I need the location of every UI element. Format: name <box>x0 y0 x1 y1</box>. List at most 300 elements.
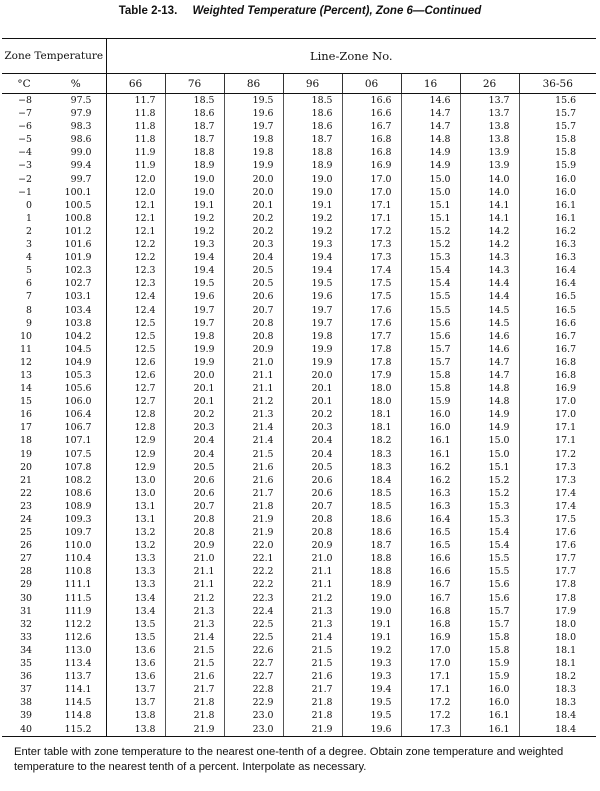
weighted-temp-cell: 14.8 <box>460 382 519 395</box>
weighted-temp-cell: 15.2 <box>460 474 519 487</box>
weighted-temp-cell: 14.4 <box>460 277 519 290</box>
weighted-temp-cell: 18.5 <box>165 94 224 108</box>
weighted-temp-cell: 13.7 <box>106 683 165 696</box>
zone-temp-celsius-cell: 30 <box>20 592 32 604</box>
weighted-temp-cell: 15.6 <box>401 317 460 330</box>
zone-temperature-header: Zone Temperature <box>2 39 106 74</box>
weighted-temp-cell: 19.4 <box>165 251 224 264</box>
weighted-temp-cell: 17.7 <box>555 553 577 565</box>
table-row <box>2 683 596 696</box>
table-row <box>2 146 596 159</box>
weighted-temp-cell: 20.4 <box>224 251 283 264</box>
weighted-temp-cell: 16.0 <box>555 173 577 185</box>
weighted-temp-cell: 13.3 <box>106 578 165 591</box>
weighted-temp-cell: 18.7 <box>283 133 342 146</box>
table-row <box>2 592 596 605</box>
weighted-temp-cell: 12.1 <box>106 225 165 238</box>
weighted-temp-cell: 21.6 <box>165 670 224 683</box>
weighted-temp-cell: 20.9 <box>165 539 224 552</box>
table-title: Weighted Temperature (Percent), Zone 6—Continued <box>192 5 482 17</box>
weighted-temp-cell: 16.8 <box>555 369 577 381</box>
table-row <box>2 343 596 356</box>
weighted-temp-cell: 19.8 <box>165 330 224 343</box>
zone-temp-percent-cell: 105.3 <box>46 369 106 382</box>
weighted-temp-cell: 14.5 <box>460 317 519 330</box>
weighted-temp-cell: 20.1 <box>165 382 224 395</box>
weighted-temp-cell: 14.8 <box>460 395 519 408</box>
weighted-temp-cell: 21.2 <box>283 592 342 605</box>
table-row <box>2 290 596 303</box>
percent-header: % <box>46 74 106 94</box>
weighted-temp-cell: 20.1 <box>283 382 342 395</box>
zone-temp-percent-cell: 97.5 <box>46 94 106 108</box>
zone-temp-celsius-cell: 40 <box>2 723 46 737</box>
table-row <box>2 565 596 578</box>
zone-column-header: 36-56 <box>519 74 596 94</box>
table-row <box>2 94 596 108</box>
weighted-temp-cell: 19.8 <box>224 146 283 159</box>
weighted-temp-cell: 12.9 <box>106 448 165 461</box>
zone-temp-percent-cell: 101.6 <box>46 238 106 251</box>
table-row <box>2 709 596 722</box>
weighted-temp-cell: 13.1 <box>106 500 165 513</box>
zone-temp-percent-cell: 101.9 <box>46 251 106 264</box>
table-row <box>2 395 596 408</box>
zone-temp-celsius-cell: 1 <box>26 212 32 224</box>
zone-temp-percent-cell: 106.4 <box>46 408 106 421</box>
weighted-temp-cell: 20.0 <box>224 173 283 186</box>
zone-column-header: 26 <box>460 74 519 94</box>
weighted-temp-cell: 21.8 <box>165 709 224 722</box>
weighted-temp-cell: 21.2 <box>224 395 283 408</box>
table-container <box>2 38 600 737</box>
weighted-temp-cell: 17.9 <box>342 369 401 382</box>
zone-temp-celsius-cell: 4 <box>26 252 32 264</box>
weighted-temp-cell: 15.3 <box>401 251 460 264</box>
weighted-temp-cell: 20.0 <box>165 369 224 382</box>
weighted-temp-cell: 15.6 <box>555 95 577 106</box>
zone-temp-celsius-cell: 8 <box>26 304 32 316</box>
weighted-temp-cell: 18.6 <box>342 526 401 539</box>
weighted-temp-cell: 17.1 <box>555 435 577 447</box>
weighted-temp-cell: 19.8 <box>283 330 342 343</box>
celsius-header: °C <box>2 74 46 94</box>
zone-temp-percent-cell: 103.1 <box>46 290 106 303</box>
zone-temp-percent-cell: 103.4 <box>46 304 106 317</box>
zone-temp-percent-cell: 110.4 <box>46 552 106 565</box>
zone-temp-celsius-cell: −5 <box>18 134 32 146</box>
weighted-temp-cell: 21.4 <box>165 631 224 644</box>
table-number: Table 2-13. <box>118 5 178 17</box>
weighted-temp-cell: 16.8 <box>342 133 401 146</box>
weighted-temp-cell: 19.3 <box>165 238 224 251</box>
line-zone-header: Line-Zone No. <box>106 39 596 74</box>
weighted-temp-cell: 18.6 <box>342 513 401 526</box>
weighted-temp-cell: 19.5 <box>224 94 283 108</box>
weighted-temp-cell: 19.0 <box>342 605 401 618</box>
weighted-temp-cell: 22.5 <box>224 618 283 631</box>
table-row <box>2 317 596 330</box>
zone-temp-celsius-cell: 12 <box>20 356 32 368</box>
weighted-temp-cell: 17.5 <box>342 290 401 303</box>
zone-temp-percent-cell: 99.0 <box>46 146 106 159</box>
weighted-temp-cell: 18.4 <box>342 474 401 487</box>
weighted-temp-cell: 14.6 <box>460 343 519 356</box>
weighted-temp-cell: 14.7 <box>401 107 460 120</box>
weighted-temp-cell: 14.9 <box>401 159 460 172</box>
zone-temp-celsius-cell: −8 <box>18 95 32 106</box>
weighted-temp-cell: 14.1 <box>460 199 519 212</box>
weighted-temp-cell: 18.1 <box>555 658 577 670</box>
weighted-temp-cell: 13.8 <box>106 709 165 722</box>
weighted-temp-cell: 15.4 <box>401 277 460 290</box>
weighted-temp-cell: 20.2 <box>224 225 283 238</box>
zone-temp-percent-cell: 110.0 <box>46 539 106 552</box>
weighted-temp-cell: 19.5 <box>165 277 224 290</box>
weighted-temp-cell: 22.7 <box>224 670 283 683</box>
weighted-temp-cell: 15.6 <box>401 330 460 343</box>
zone-temp-celsius-cell: 36 <box>20 671 32 683</box>
weighted-temp-cell: 22.6 <box>224 644 283 657</box>
weighted-temp-cell: 19.1 <box>165 199 224 212</box>
weighted-temp-cell: 16.7 <box>401 578 460 591</box>
table-row <box>2 513 596 526</box>
weighted-temp-cell: 20.8 <box>224 317 283 330</box>
weighted-temp-cell: 15.4 <box>460 539 519 552</box>
zone-temp-celsius-cell: 27 <box>20 553 32 565</box>
weighted-temp-cell: 17.7 <box>342 330 401 343</box>
zone-temp-celsius-cell: 14 <box>20 383 32 395</box>
table-row <box>2 448 596 461</box>
zone-temp-celsius-cell: −6 <box>18 121 32 133</box>
zone-temp-percent-cell: 97.9 <box>46 107 106 120</box>
weighted-temp-cell: 17.0 <box>342 186 401 199</box>
weighted-temp-cell: 12.7 <box>106 382 165 395</box>
weighted-temp-cell: 20.4 <box>165 434 224 447</box>
weighted-temp-cell: 18.9 <box>342 578 401 591</box>
weighted-temp-cell: 17.0 <box>555 396 577 408</box>
weighted-temp-cell: 18.5 <box>283 94 342 108</box>
zone-temp-celsius-cell: 22 <box>20 487 32 499</box>
weighted-temp-cell: 19.9 <box>283 356 342 369</box>
weighted-temp-cell: 20.4 <box>283 448 342 461</box>
zone-temp-percent-cell: 113.4 <box>46 657 106 670</box>
zone-temp-percent-cell: 100.8 <box>46 212 106 225</box>
weighted-temp-cell: 21.4 <box>224 421 283 434</box>
zone-temp-percent-cell: 102.3 <box>46 264 106 277</box>
weighted-temp-cell: 15.1 <box>401 199 460 212</box>
weighted-temp-cell: 19.0 <box>342 592 401 605</box>
weighted-temp-cell: 20.5 <box>165 461 224 474</box>
zone-temp-celsius-cell: 17 <box>20 422 32 434</box>
weighted-temp-cell: 21.3 <box>165 618 224 631</box>
weighted-temp-cell: 12.0 <box>106 186 165 199</box>
weighted-temp-cell: 19.7 <box>165 317 224 330</box>
weighted-temp-cell: 13.7 <box>460 107 519 120</box>
weighted-temp-cell: 22.2 <box>224 578 283 591</box>
weighted-temp-cell: 16.0 <box>460 696 519 709</box>
table-row <box>2 421 596 434</box>
weighted-temp-cell: 16.3 <box>555 252 577 264</box>
weighted-temp-cell: 20.1 <box>283 395 342 408</box>
weighted-temp-cell: 13.0 <box>106 487 165 500</box>
weighted-temp-cell: 19.5 <box>283 277 342 290</box>
weighted-temp-cell: 19.4 <box>283 251 342 264</box>
weighted-temp-cell: 15.9 <box>555 160 577 172</box>
weighted-temp-cell: 17.0 <box>401 657 460 670</box>
weighted-temp-cell: 21.6 <box>224 461 283 474</box>
weighted-temp-cell: 14.7 <box>460 356 519 369</box>
weighted-temp-cell: 19.9 <box>165 343 224 356</box>
weighted-temp-cell: 19.6 <box>224 107 283 120</box>
table-row <box>2 631 596 644</box>
weighted-temp-cell: 16.0 <box>401 421 460 434</box>
weighted-temp-cell: 20.6 <box>165 474 224 487</box>
weighted-temp-cell: 11.7 <box>106 94 165 108</box>
weighted-temp-cell: 12.2 <box>106 238 165 251</box>
weighted-temp-cell: 21.7 <box>224 487 283 500</box>
weighted-temp-cell: 15.7 <box>555 108 577 120</box>
weighted-temp-cell: 21.4 <box>283 631 342 644</box>
weighted-temp-cell: 14.3 <box>460 264 519 277</box>
table-row <box>2 199 596 212</box>
weighted-temp-cell: 18.6 <box>283 107 342 120</box>
weighted-temp-cell: 12.1 <box>106 199 165 212</box>
weighted-temp-cell: 15.7 <box>460 605 519 618</box>
weighted-temp-cell: 12.8 <box>106 408 165 421</box>
weighted-temp-cell: 22.9 <box>224 696 283 709</box>
zone-temp-percent-cell: 114.8 <box>46 709 106 722</box>
table-row <box>2 657 596 670</box>
weighted-temp-cell: 18.9 <box>283 159 342 172</box>
weighted-temp-cell: 17.8 <box>555 592 577 604</box>
table-row <box>2 382 596 395</box>
weighted-temp-cell: 20.2 <box>224 212 283 225</box>
weighted-temp-cell: 21.0 <box>224 356 283 369</box>
weighted-temp-cell: 18.8 <box>342 552 401 565</box>
weighted-temp-cell: 14.6 <box>460 330 519 343</box>
weighted-temp-cell: 15.9 <box>460 657 519 670</box>
weighted-temp-cell: 21.8 <box>224 500 283 513</box>
table-row <box>2 330 596 343</box>
weighted-temp-cell: 18.1 <box>342 408 401 421</box>
weighted-temp-cell: 20.8 <box>283 526 342 539</box>
weighted-temp-cell: 15.0 <box>401 186 460 199</box>
zone-temp-celsius-cell: −4 <box>18 147 32 159</box>
weighted-temp-cell: 16.4 <box>555 265 577 277</box>
table-row <box>2 644 596 657</box>
zone-temp-percent-cell: 111.9 <box>46 605 106 618</box>
weighted-temp-cell: 21.1 <box>165 578 224 591</box>
weighted-temp-cell: 20.7 <box>283 500 342 513</box>
weighted-temp-cell: 21.7 <box>283 683 342 696</box>
weighted-temp-cell: 17.8 <box>342 343 401 356</box>
table-row <box>2 500 596 513</box>
weighted-temp-cell: 22.5 <box>224 631 283 644</box>
weighted-temp-cell: 15.8 <box>555 147 577 159</box>
zone-column-header: 06 <box>342 74 401 94</box>
zone-temp-percent-cell: 110.8 <box>46 565 106 578</box>
weighted-temp-cell: 13.1 <box>106 513 165 526</box>
weighted-temp-cell: 20.8 <box>224 330 283 343</box>
weighted-temp-cell: 17.1 <box>342 212 401 225</box>
weighted-temp-cell: 19.7 <box>165 304 224 317</box>
weighted-temp-cell: 15.4 <box>401 264 460 277</box>
weighted-temp-cell: 18.8 <box>283 146 342 159</box>
weighted-temp-cell: 16.7 <box>401 592 460 605</box>
weighted-temp-cell: 15.6 <box>460 578 519 591</box>
weighted-temp-cell: 14.5 <box>460 304 519 317</box>
weighted-temp-cell: 13.9 <box>460 146 519 159</box>
weighted-temp-cell: 16.0 <box>401 408 460 421</box>
table-row <box>2 120 596 133</box>
weighted-temp-cell: 13.7 <box>460 94 519 108</box>
weighted-temp-cell: 15.7 <box>401 343 460 356</box>
weighted-temp-cell: 18.1 <box>555 644 577 656</box>
weighted-temp-cell: 19.7 <box>283 317 342 330</box>
weighted-temp-cell: 13.6 <box>106 644 165 657</box>
weighted-temp-cell: 15.0 <box>460 434 519 447</box>
zone-temp-percent-cell: 109.7 <box>46 526 106 539</box>
weighted-temp-cell: 20.6 <box>283 487 342 500</box>
weighted-temp-cell: 16.7 <box>555 330 577 342</box>
zone-temp-celsius-cell: 38 <box>20 697 32 709</box>
weighted-temp-cell: 17.5 <box>555 514 577 525</box>
zone-temp-percent-cell: 101.2 <box>46 225 106 238</box>
weighted-temp-cell: 14.2 <box>460 225 519 238</box>
weighted-temp-cell: 18.9 <box>165 159 224 172</box>
weighted-temp-cell: 20.2 <box>165 408 224 421</box>
weighted-temp-cell: 13.7 <box>106 696 165 709</box>
weighted-temp-cell: 14.7 <box>401 120 460 133</box>
weighted-temp-cell: 20.9 <box>224 343 283 356</box>
weighted-temp-cell: 22.0 <box>224 539 283 552</box>
weighted-temp-cell: 21.6 <box>224 474 283 487</box>
weighted-temp-cell: 12.8 <box>106 421 165 434</box>
weighted-temp-cell: 14.6 <box>401 94 460 108</box>
weighted-temp-cell: 12.6 <box>106 369 165 382</box>
weighted-temp-cell: 17.6 <box>555 527 577 539</box>
weighted-temp-cell: 16.3 <box>401 500 460 513</box>
weighted-temp-cell: 19.1 <box>342 618 401 631</box>
weighted-temp-cell: 20.4 <box>283 434 342 447</box>
weighted-temp-cell: 20.5 <box>224 277 283 290</box>
weighted-temp-cell: 18.8 <box>342 565 401 578</box>
weighted-temp-cell: 19.0 <box>165 173 224 186</box>
weighted-temp-cell: 16.9 <box>555 383 577 395</box>
weighted-temp-cell: 14.9 <box>460 421 519 434</box>
weighted-temp-cell: 15.7 <box>555 121 577 133</box>
weighted-temp-cell: 21.3 <box>283 618 342 631</box>
weighted-temp-cell: 16.6 <box>342 94 401 108</box>
weighted-temp-cell: 12.5 <box>106 343 165 356</box>
weighted-temp-cell: 18.6 <box>283 120 342 133</box>
weighted-temp-cell: 17.6 <box>342 304 401 317</box>
weighted-temp-cell: 20.5 <box>224 264 283 277</box>
weighted-temp-cell: 20.3 <box>224 238 283 251</box>
weighted-temp-cell: 19.9 <box>224 159 283 172</box>
weighted-temp-cell: 20.4 <box>165 448 224 461</box>
weighted-temp-cell: 20.3 <box>283 421 342 434</box>
weighted-temp-cell: 11.8 <box>106 133 165 146</box>
weighted-temp-cell: 21.4 <box>224 434 283 447</box>
weighted-temp-cell: 17.0 <box>401 644 460 657</box>
table-row <box>2 159 596 172</box>
zone-temp-celsius-cell: 23 <box>20 500 32 512</box>
table-row <box>2 133 596 146</box>
weighted-temp-cell: 13.8 <box>460 120 519 133</box>
weighted-temp-cell: 16.1 <box>401 434 460 447</box>
weighted-temp-cell: 16.5 <box>555 291 577 303</box>
table-row <box>2 225 596 238</box>
weighted-temp-cell: 21.1 <box>224 382 283 395</box>
weighted-temp-cell: 18.3 <box>342 448 401 461</box>
weighted-temp-cell: 12.3 <box>106 264 165 277</box>
zone-temp-celsius-cell: 21 <box>20 474 32 486</box>
weighted-temp-cell: 16.6 <box>401 565 460 578</box>
zone-temp-percent-cell: 98.3 <box>46 120 106 133</box>
zone-temp-percent-cell: 104.2 <box>46 330 106 343</box>
weighted-temp-cell: 17.6 <box>342 317 401 330</box>
weighted-temp-cell: 19.7 <box>224 120 283 133</box>
weighted-temp-cell: 16.0 <box>460 683 519 696</box>
zone-column-header: 66 <box>106 74 165 94</box>
weighted-temp-cell: 19.4 <box>342 683 401 696</box>
zone-column-header: 86 <box>224 74 283 94</box>
weighted-temp-cell: 17.8 <box>555 579 577 591</box>
weighted-temp-cell: 17.3 <box>555 474 577 486</box>
weighted-temp-cell: 15.9 <box>460 670 519 683</box>
weighted-temp-cell: 19.4 <box>165 264 224 277</box>
zone-temp-percent-cell: 100.5 <box>46 199 106 212</box>
weighted-temp-cell: 13.4 <box>106 605 165 618</box>
weighted-temp-cell: 20.1 <box>224 199 283 212</box>
table-row <box>2 264 596 277</box>
weighted-temp-cell: 19.3 <box>342 657 401 670</box>
weighted-temp-cell: 12.5 <box>106 330 165 343</box>
weighted-temp-cell: 16.6 <box>401 552 460 565</box>
weighted-temp-cell: 16.7 <box>555 343 577 355</box>
weighted-temp-cell: 21.5 <box>283 657 342 670</box>
weighted-temp-cell: 18.2 <box>342 434 401 447</box>
zone-temp-celsius-cell: 0 <box>26 199 32 211</box>
weighted-temp-cell: 19.8 <box>224 133 283 146</box>
weighted-temp-cell: 13.6 <box>106 670 165 683</box>
table-row <box>2 605 596 618</box>
zone-temp-percent-cell: 99.7 <box>46 173 106 186</box>
zone-temp-celsius-cell: 39 <box>20 710 32 722</box>
weighted-temp-cell: 15.8 <box>401 382 460 395</box>
weighted-temp-cell: 16.2 <box>401 474 460 487</box>
zone-column-header: 76 <box>165 74 224 94</box>
zone-temp-celsius-cell: 13 <box>20 369 32 381</box>
weighted-temp-cell: 19.1 <box>342 631 401 644</box>
weighted-temp-cell: 12.4 <box>106 304 165 317</box>
weighted-temp-cell: 15.8 <box>555 134 577 146</box>
weighted-temp-cell: 19.2 <box>342 644 401 657</box>
table-row <box>2 487 596 500</box>
weighted-temp-cell: 20.3 <box>165 421 224 434</box>
zone-temp-celsius-cell: 19 <box>20 448 32 460</box>
table-row <box>2 238 596 251</box>
zone-temp-celsius-cell: 5 <box>26 265 32 277</box>
weighted-temp-cell: 15.2 <box>401 238 460 251</box>
weighted-temp-cell: 21.2 <box>165 592 224 605</box>
weighted-temp-cell: 12.7 <box>106 395 165 408</box>
weighted-temp-cell: 20.5 <box>283 461 342 474</box>
weighted-temp-cell: 16.8 <box>401 605 460 618</box>
weighted-temp-cell: 12.6 <box>106 356 165 369</box>
